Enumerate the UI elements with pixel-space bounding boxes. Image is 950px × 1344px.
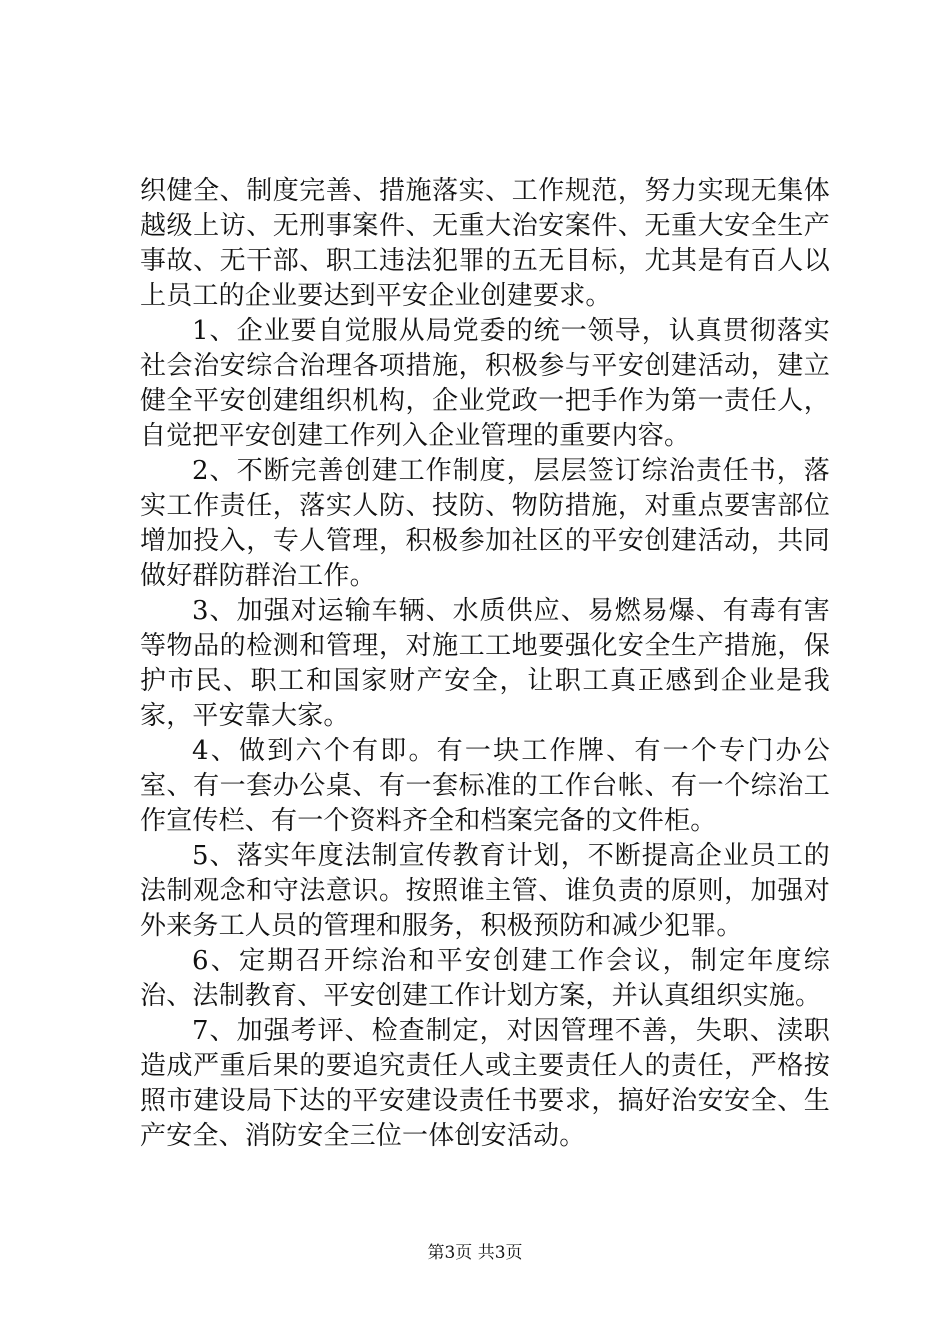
page-number-footer: 第3页 共3页 <box>427 1243 523 1263</box>
paragraph-item-2: 2、不断完善创建工作制度，层层签订综治责任书，落实工作责任，落实人防、技防、物防措施，对重点要害部位增加投入，专人管理，积极参加社区的平安创建活动，共同做好群防群治工作。 <box>140 456 830 591</box>
paragraph-item-3: 3、加强对运输车辆、水质供应、易燃易爆、有毒有害等物品的检测和管理，对施工工地要强化安全生产措施，保护市民、职工和国家财产安全，让职工真正感到企业是我家，平安靠大家。 <box>140 596 830 731</box>
paragraph-item-1: 1、企业要自觉服从局党委的统一领导，认真贯彻落实社会治安综合治理各项措施，积极参与平安创建活动，建立健全平安创建组织机构，企业党政一把手作为第一责任人，自觉把平安创建工作列入企业管理的重要内容。 <box>140 316 830 451</box>
paragraph-intro-continuation: 织健全、制度完善、措施落实、工作规范，努力实现无集体越级上访、无刑事案件、无重大治安案件、无重大安全生产事故、无干部、职工违法犯罪的五无目标，尤其是有百人以上员工的企业要达到平安企业创建要求。 <box>140 176 830 311</box>
paragraph-item-6: 6、定期召开综治和平安创建工作会议，制定年度综治、法制教育、平安创建工作计划方案，并认真组织实施。 <box>140 946 830 1011</box>
paragraph-item-5: 5、落实年度法制宣传教育计划，不断提高企业员工的法制观念和守法意识。按照谁主管、谁负责的原则，加强对外来务工人员的管理和服务，积极预防和减少犯罪。 <box>140 841 830 941</box>
paragraph-item-4: 4、做到六个有即。有一块工作牌、有一个专门办公室、有一套办公桌、有一套标准的工作台帐、有一个综治工作宣传栏、有一个资料齐全和档案完备的文件柜。 <box>140 736 830 836</box>
paragraph-item-7: 7、加强考评、检查制定，对因管理不善，失职、渎职造成严重后果的要追究责任人或主要责任人的责任，严格按照市建设局下达的平安建设责任书要求，搞好治安安全、生产安全、消防安全三位一体创安活动。 <box>140 1016 830 1151</box>
document-body <box>140 174 830 1154</box>
